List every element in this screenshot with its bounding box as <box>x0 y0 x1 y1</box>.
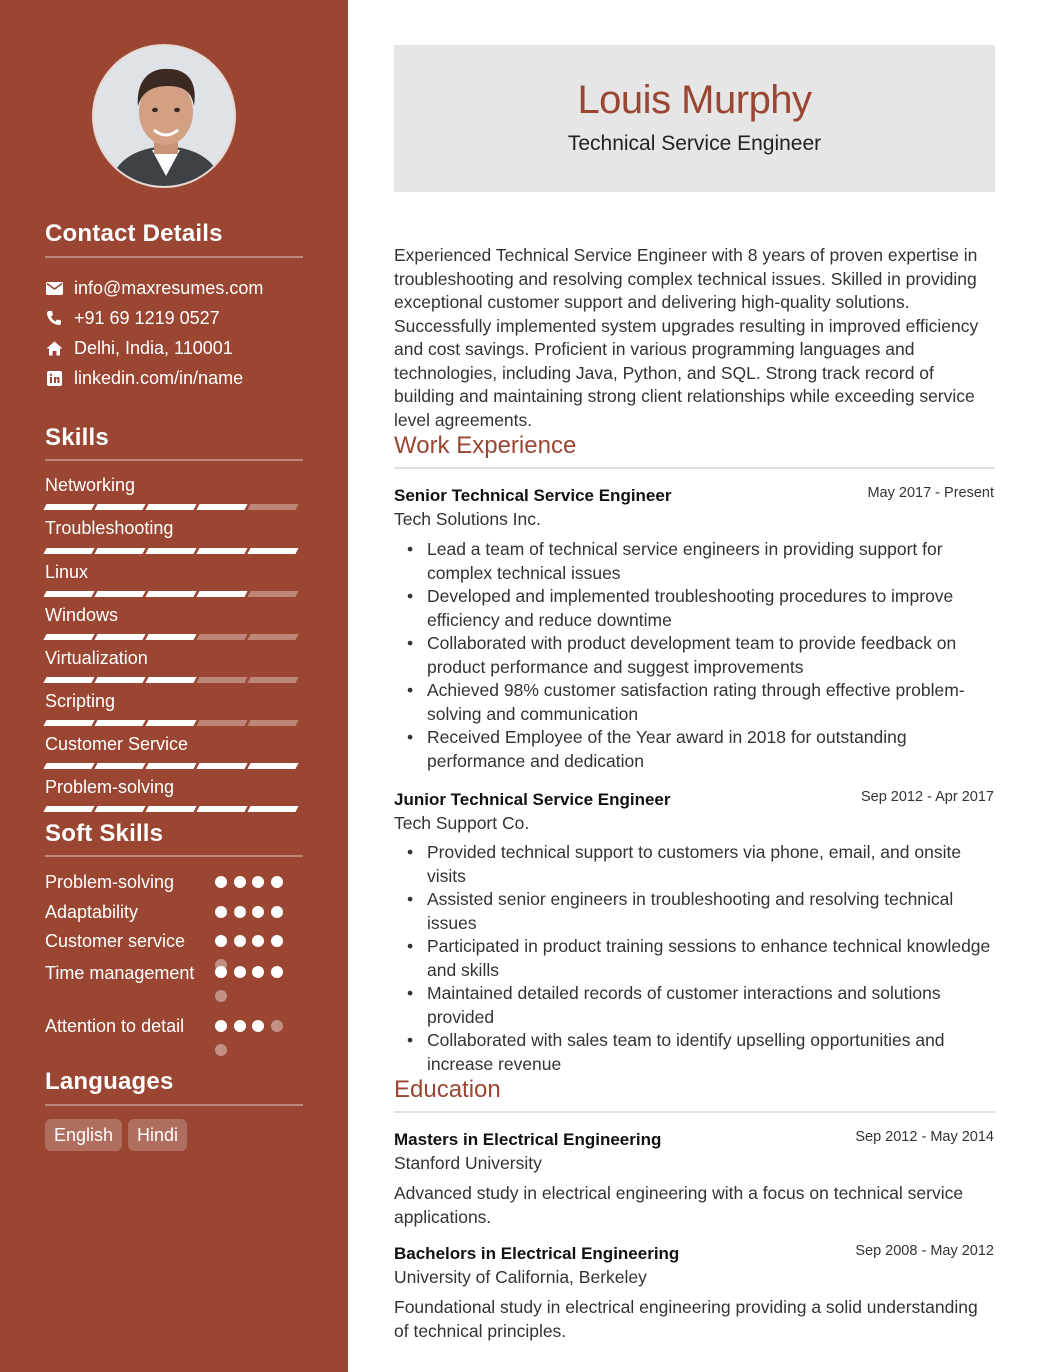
list-item: • Collaborated with product development team to provide feedback on product performance and suggest improvements <box>427 632 997 679</box>
skill-segment <box>145 548 196 554</box>
soft-skill-name: Time management <box>45 963 195 983</box>
rating-dot <box>252 966 264 978</box>
skill-level-bar <box>45 634 300 640</box>
contact-phone-text: +91 69 1219 0527 <box>74 307 220 328</box>
job-bullets <box>427 538 997 773</box>
person-title: Technical Service Engineer <box>567 132 822 155</box>
skill-level-bar <box>45 806 300 812</box>
sidebar <box>0 0 348 1372</box>
rating-dot <box>271 1020 283 1032</box>
divider <box>45 1104 303 1106</box>
contact-heading: Contact Details <box>45 220 223 247</box>
list-item: • Assisted senior engineers in troubleshooting and resolving technical issues <box>427 888 997 935</box>
skill-segment <box>94 591 145 597</box>
list-item: • Lead a team of technical service engineers in providing support for complex technical issues <box>427 538 997 585</box>
rating-dot <box>234 966 246 978</box>
skill-segment <box>145 763 196 769</box>
skill-segment <box>247 548 298 554</box>
list-item: • Developed and implemented troubleshooting procedures to improve efficiency and reduce downtime <box>427 585 997 632</box>
divider <box>394 1111 995 1113</box>
skill-segment <box>196 504 247 510</box>
skill-segment <box>43 548 94 554</box>
rating-dot <box>234 935 246 947</box>
profile-photo <box>92 44 236 188</box>
contact-email-text: info@maxresumes.com <box>74 277 264 298</box>
skill-segment <box>43 806 94 812</box>
contact-address-text: Delhi, India, 110001 <box>74 337 233 358</box>
person-name: Louis Murphy <box>577 78 812 122</box>
skill-segment <box>145 591 196 597</box>
divider <box>45 855 303 857</box>
phone-icon <box>45 309 63 327</box>
home-icon <box>45 339 63 357</box>
envelope-icon <box>45 279 63 297</box>
rating-dot <box>252 1020 264 1032</box>
divider <box>45 459 303 461</box>
rating-dot <box>271 935 283 947</box>
job-dates: May 2017 - Present <box>867 485 994 501</box>
skill-segment <box>145 720 196 726</box>
skill-name: Customer Service <box>45 734 189 754</box>
skill-segment <box>43 720 94 726</box>
rating-dot <box>215 1020 227 1032</box>
skill-segment <box>196 591 247 597</box>
skill-segment <box>196 763 247 769</box>
contact-linkedin-text: linkedin.com/in/name <box>74 367 244 388</box>
soft-skill-name: Customer service <box>45 931 186 951</box>
list-item: • Provided technical support to customers via phone, email, and onsite visits <box>427 841 997 888</box>
soft-skill-name: Attention to detail <box>45 1016 185 1036</box>
skill-segment <box>94 677 145 683</box>
skill-segment <box>94 548 145 554</box>
rating-dot <box>215 935 227 947</box>
soft-skills-heading: Soft Skills <box>45 820 164 847</box>
skill-segment <box>145 634 196 640</box>
rating-dot <box>234 876 246 888</box>
list-item: • Achieved 98% customer satisfaction rating through effective problem-solving and communication <box>427 679 997 726</box>
contact-email[interactable] <box>45 277 263 299</box>
skill-segment <box>94 806 145 812</box>
skill-name: Troubleshooting <box>45 518 174 538</box>
skill-segment <box>145 504 196 510</box>
skill-segment <box>145 677 196 683</box>
skill-name: Problem-solving <box>45 777 175 797</box>
skill-segment <box>94 763 145 769</box>
rating-dot <box>215 1044 227 1056</box>
contact-linkedin[interactable] <box>45 367 243 389</box>
skill-level-bar <box>45 504 300 510</box>
profile-summary: Experienced Technical Service Engineer with 8 years of proven expertise in troubleshooting and resolving complex technical issues. Skilled in providing exceptional customer support and delivering high-quality solutions. Successfully implemented system upgrades resulting in improved efficiency and cost savings. Proficient in various programming languages and technologies, including Java, Python, and SQL. Strong track record of building and maintaining strong client relationships while exceeding service level agreements. <box>394 245 979 430</box>
skill-name: Scripting <box>45 691 116 711</box>
skill-segment <box>247 806 298 812</box>
skill-name: Windows <box>45 605 119 625</box>
name-header <box>394 45 995 192</box>
degree-description: Foundational study in electrical engineering providing a solid understanding of technical principles. <box>394 1297 978 1341</box>
soft-skill-name: Adaptability <box>45 902 139 922</box>
skill-name: Networking <box>45 475 136 495</box>
skill-segment <box>247 634 298 640</box>
job-role: Junior Technical Service Engineer <box>394 790 671 809</box>
languages-heading: Languages <box>45 1068 174 1095</box>
skill-segment <box>94 634 145 640</box>
rating-dot <box>215 906 227 918</box>
degree-description: Advanced study in electrical engineering with a focus on technical service applications. <box>394 1183 964 1227</box>
rating-dot <box>252 906 264 918</box>
skill-segment <box>43 504 94 510</box>
skill-name: Linux <box>45 562 89 582</box>
rating-dot <box>271 876 283 888</box>
rating-dot <box>271 966 283 978</box>
skill-segment <box>43 634 94 640</box>
skill-segment <box>247 591 298 597</box>
rating-dot <box>271 906 283 918</box>
skill-level-bar <box>45 720 300 726</box>
skill-segment <box>196 677 247 683</box>
skill-level-bar <box>45 763 300 769</box>
skill-segment <box>196 806 247 812</box>
rating-dot <box>234 906 246 918</box>
rating-dot <box>215 966 227 978</box>
contact-address <box>45 337 233 359</box>
divider <box>45 256 303 258</box>
skill-segment <box>247 763 298 769</box>
list-item: • Received Employee of the Year award in 2018 for outstanding performance and dedication <box>427 726 997 773</box>
skill-segment <box>196 548 247 554</box>
skills-heading: Skills <box>45 424 109 451</box>
skill-name: Virtualization <box>45 648 148 668</box>
degree-dates: Sep 2012 - May 2014 <box>855 1129 994 1145</box>
skill-segment <box>43 677 94 683</box>
skill-segment <box>43 591 94 597</box>
rating-dot <box>215 876 227 888</box>
school-name: University of California, Berkeley <box>394 1267 647 1287</box>
job-company: Tech Support Co. <box>394 813 530 833</box>
degree-title: Masters in Electrical Engineering <box>394 1130 662 1149</box>
language-tag: Hindi <box>128 1119 187 1151</box>
list-item: • Maintained detailed records of customer interactions and solutions provided <box>427 982 997 1029</box>
rating-dot <box>252 876 264 888</box>
list-item: • Participated in product training sessions to enhance technical knowledge and skills <box>427 935 997 982</box>
job-role: Senior Technical Service Engineer <box>394 486 672 505</box>
linkedin-icon <box>45 369 63 387</box>
list-item: • Collaborated with sales team to identify upselling opportunities and increase revenue <box>427 1029 997 1076</box>
degree-dates: Sep 2008 - May 2012 <box>855 1243 994 1259</box>
skill-level-bar <box>45 591 300 597</box>
skill-segment <box>196 720 247 726</box>
skill-segment <box>247 720 298 726</box>
degree-title: Bachelors in Electrical Engineering <box>394 1244 680 1263</box>
skill-segment <box>43 763 94 769</box>
work-heading: Work Experience <box>394 432 577 459</box>
school-name: Stanford University <box>394 1153 542 1173</box>
skill-segment <box>196 634 247 640</box>
language-tag: English <box>45 1119 122 1151</box>
rating-dot <box>215 990 227 1002</box>
rating-dot <box>252 935 264 947</box>
soft-skill-name: Problem-solving <box>45 872 175 892</box>
skill-segment <box>94 504 145 510</box>
skill-level-bar <box>45 677 300 683</box>
education-heading: Education <box>394 1076 501 1103</box>
skill-level-bar <box>45 548 300 554</box>
job-dates: Sep 2012 - Apr 2017 <box>860 789 994 805</box>
job-company: Tech Solutions Inc. <box>394 509 541 529</box>
skill-segment <box>145 806 196 812</box>
job-bullets <box>427 841 997 1076</box>
contact-phone[interactable] <box>45 307 220 329</box>
skill-segment <box>247 504 298 510</box>
skill-segment <box>247 677 298 683</box>
rating-dot <box>234 1020 246 1032</box>
skill-segment <box>94 720 145 726</box>
divider <box>394 467 995 469</box>
